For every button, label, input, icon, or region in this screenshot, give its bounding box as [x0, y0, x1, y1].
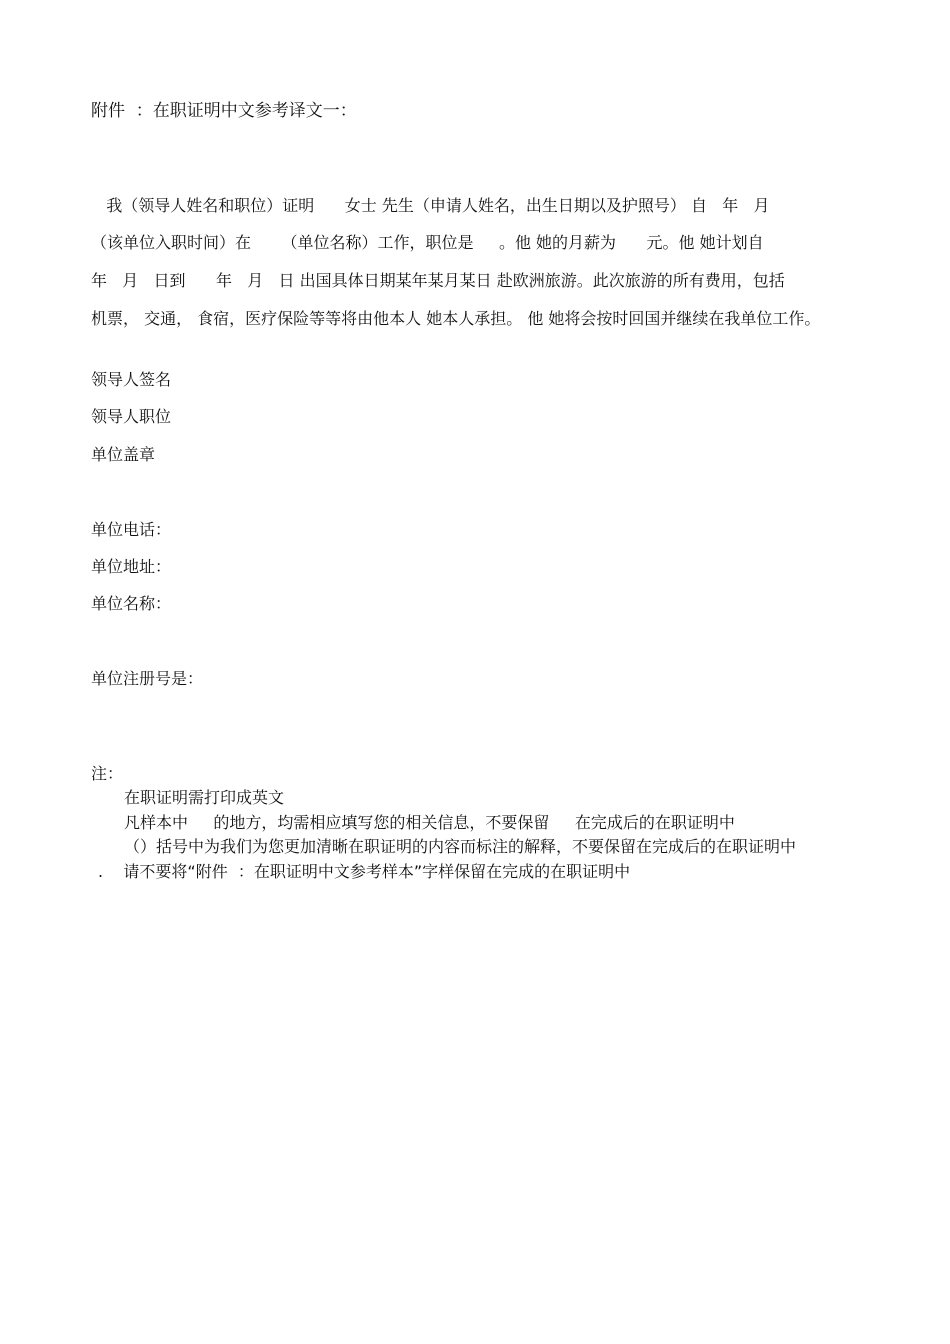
body-line-4: 机票， 交通， 食宿，医疗保险等等将由他本人 她本人承担。 他 她将会按时回国并继续在我单位工作。: [91, 309, 821, 328]
notes-label: 注：: [91, 764, 124, 783]
unit-registration-label: 单位注册号是：: [91, 669, 204, 688]
leader-position-label: 领导人职位: [91, 407, 172, 426]
unit-phone-label: 单位电话：: [91, 520, 172, 539]
body-line-1: 我（领导人姓名和职位）证明 女士 先生（申请人姓名，出生日期以及护照号） 自 年 月: [91, 196, 770, 215]
unit-address-label: 单位地址：: [91, 557, 172, 576]
unit-name-label: 单位名称：: [91, 594, 172, 613]
note-item-3: （）括号中为我们为您更加清晰在职证明的内容而标注的解释，不要保留在完成后的在职证明中: [124, 837, 797, 856]
note-item-4: . 请不要将“附件 ：在职证明中文参考样本”字样保留在完成的在职证明中: [98, 862, 631, 881]
note-item-1: 在职证明需打印成英文: [124, 788, 285, 807]
note-item-2: 凡样本中 的地方，均需相应填写您的相关信息，不要保留 在完成后的在职证明中: [124, 813, 735, 832]
unit-seal-label: 单位盖章: [91, 445, 156, 464]
body-line-2: （该单位入职时间）在 （单位名称）工作，职位是 。他 她的月薪为 元。他 她计划自: [91, 233, 764, 252]
leader-signature-label: 领导人签名: [91, 370, 172, 389]
body-line-3: 年 月 日到 年 月 日 出国具体日期某年某月某日 赴欧洲旅游。此次旅游的所有费用，包括: [91, 271, 785, 290]
document-title: 附件 ：在职证明中文参考译文一：: [91, 101, 357, 121]
